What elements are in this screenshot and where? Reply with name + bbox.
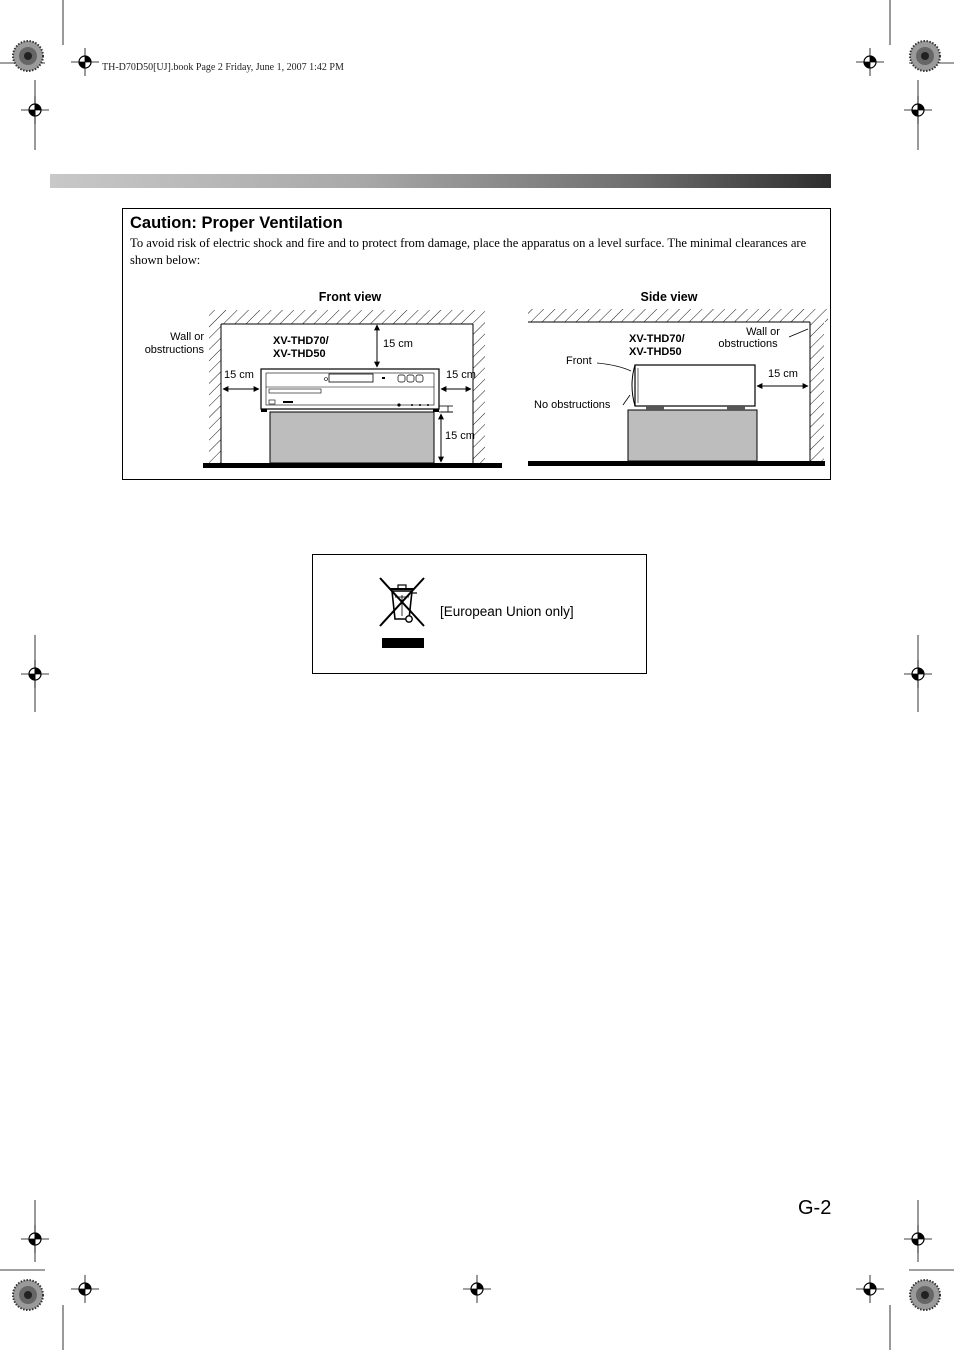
crossed-out-wheelie-bin-icon (377, 575, 427, 650)
wall-label-line1: Wall or (170, 331, 204, 343)
file-info-header: TH-D70D50[UJ].book Page 2 Friday, June 1, 2007 1:42 PM (102, 62, 344, 73)
side-view-heading: Side view (640, 290, 698, 304)
front-clearance-right: 15 cm (446, 369, 476, 381)
side-view-diagram (528, 290, 828, 466)
side-wall-label-line1: Wall or (746, 326, 780, 338)
section-header-bar (50, 174, 831, 188)
front-view-diagram (145, 290, 502, 468)
side-model-line1: XV-THD70/ (629, 333, 685, 345)
eu-disposal-notice (312, 554, 647, 674)
front-clearance-left: 15 cm (224, 369, 254, 381)
eu-only-label: [European Union only] (440, 604, 574, 619)
side-wall-label-line2: obstructions (718, 338, 778, 350)
front-clearance-top: 15 cm (383, 338, 413, 350)
caution-ventilation-box (122, 208, 831, 480)
dvd-player-front-illustration (261, 369, 453, 412)
side-clearance-right: 15 cm (768, 368, 798, 380)
front-view-heading: Front view (318, 290, 382, 304)
front-clearance-bottom: 15 cm (445, 430, 475, 442)
side-front-label: Front (566, 355, 592, 367)
caution-body: To avoid risk of electric shock and fire and to protect from damage, place the apparatus on a level surface. The minimal clearances are shown below: (130, 236, 807, 267)
caution-title: Caution: Proper Ventilation (130, 214, 343, 232)
side-model-line2: XV-THD50 (629, 346, 682, 358)
side-no-obstructions-label: No obstructions (534, 399, 611, 411)
dvd-player-side-illustration (632, 365, 755, 410)
front-model-line2: XV-THD50 (273, 348, 326, 360)
page-number: G-2 (798, 1197, 832, 1219)
wall-label-line2: obstructions (144, 344, 204, 356)
front-model-line1: XV-THD70/ (273, 335, 329, 347)
